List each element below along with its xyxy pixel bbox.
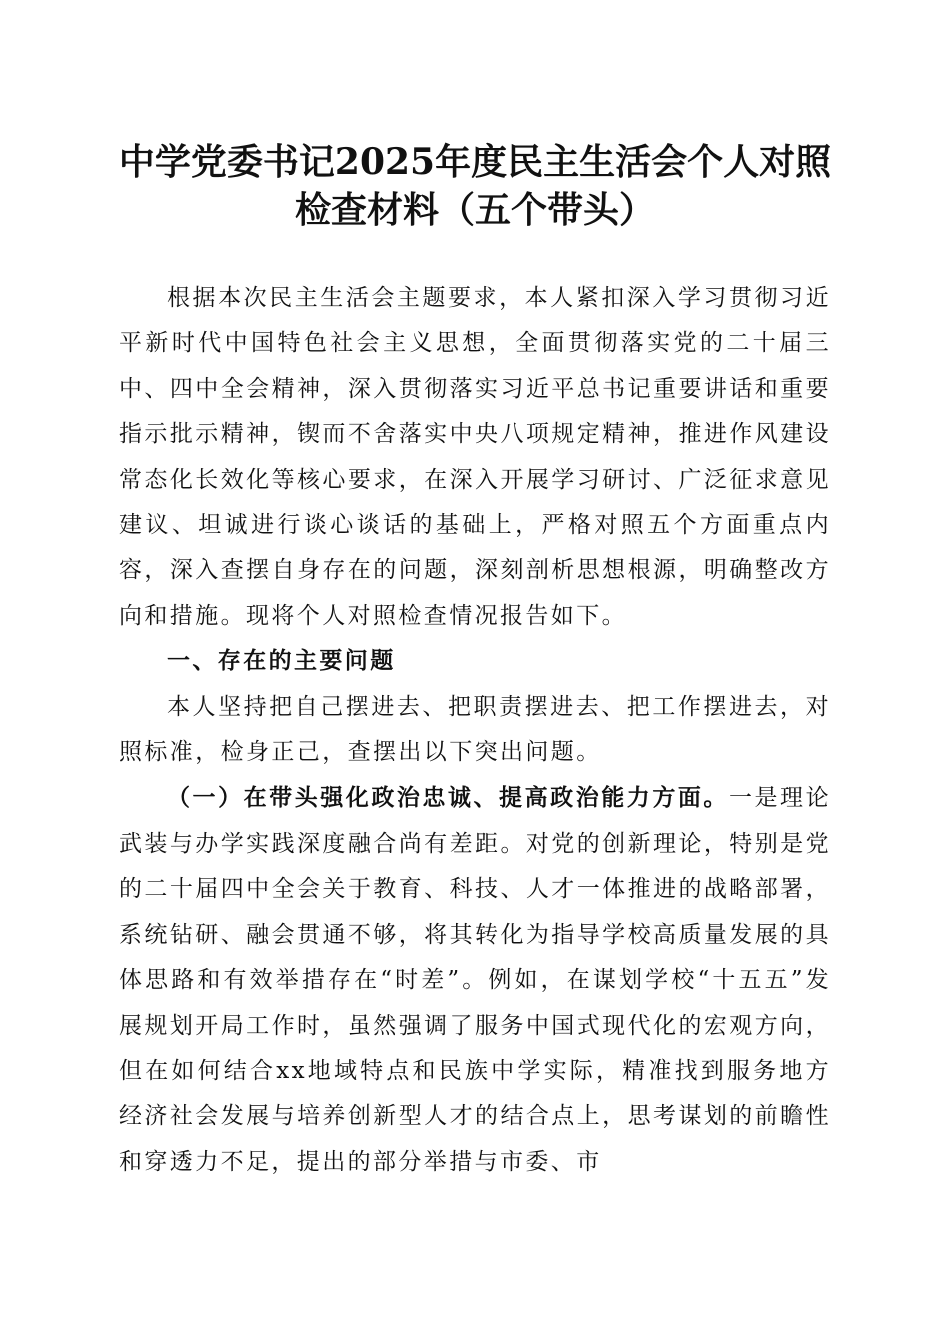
subsection-heading: （一）在带头强化政治忠诚、提高政治能力方面。: [167, 784, 729, 812]
intro-paragraph: 根据本次民主生活会主题要求，本人紧扣深入学习贯彻习近平新时代中国特色社会主义思想，全面贯彻落实党的二十届三中、四中全会精神，深入贯彻落实习近平总书记重要讲话和重要指示批示精神，锲而不舍落实中央八项规定精神，推进作风建设常态化长效化等核心要求，在深入开展学习研讨、广泛征求意见建议、坦诚进行谈心谈话的基础上，严格对照五个方面重点内容，深入查摆自身存在的问题，深刻剖析思想根源，明确整改方向和措施。现将个人对照检查情况报告如下。: [119, 285, 831, 629]
subsection-paragraph: [119, 775, 831, 1185]
section-heading: 一、存在的主要问题: [167, 648, 396, 675]
subsection-body: 一是理论武装与办学实践深度融合尚有差距。对党的创新理论，特别是党的二十届四中全会关于教育、科技、人才一体推进的战略部署，系统钻研、融会贯通不够，将其转化为指导学校高质量发展的具体思路和有效举措存在“时差”。例如，在谋划学校“十五五”发展规划开局工作时，虽然强调了服务中国式现代化的宏观方向，但在如何结合xx地域特点和民族中学实际，精准找到服务地方经济社会发展与培养创新型人才的结合点上，思考谋划的前瞻性和穿透力不足，提出的部分举措与市委、市: [119, 785, 831, 1175]
document-title-line-1: 中学党委书记2025年度民主生活会个人对照: [118, 141, 832, 183]
document-title-line-2: 检查材料（五个带头）: [294, 189, 655, 231]
section-intro-paragraph: 本人坚持把自己摆进去、把职责摆进去、把工作摆进去，对照标准，检身正己，查摆出以下突出问题。: [119, 693, 831, 766]
document-body: [119, 276, 831, 1185]
